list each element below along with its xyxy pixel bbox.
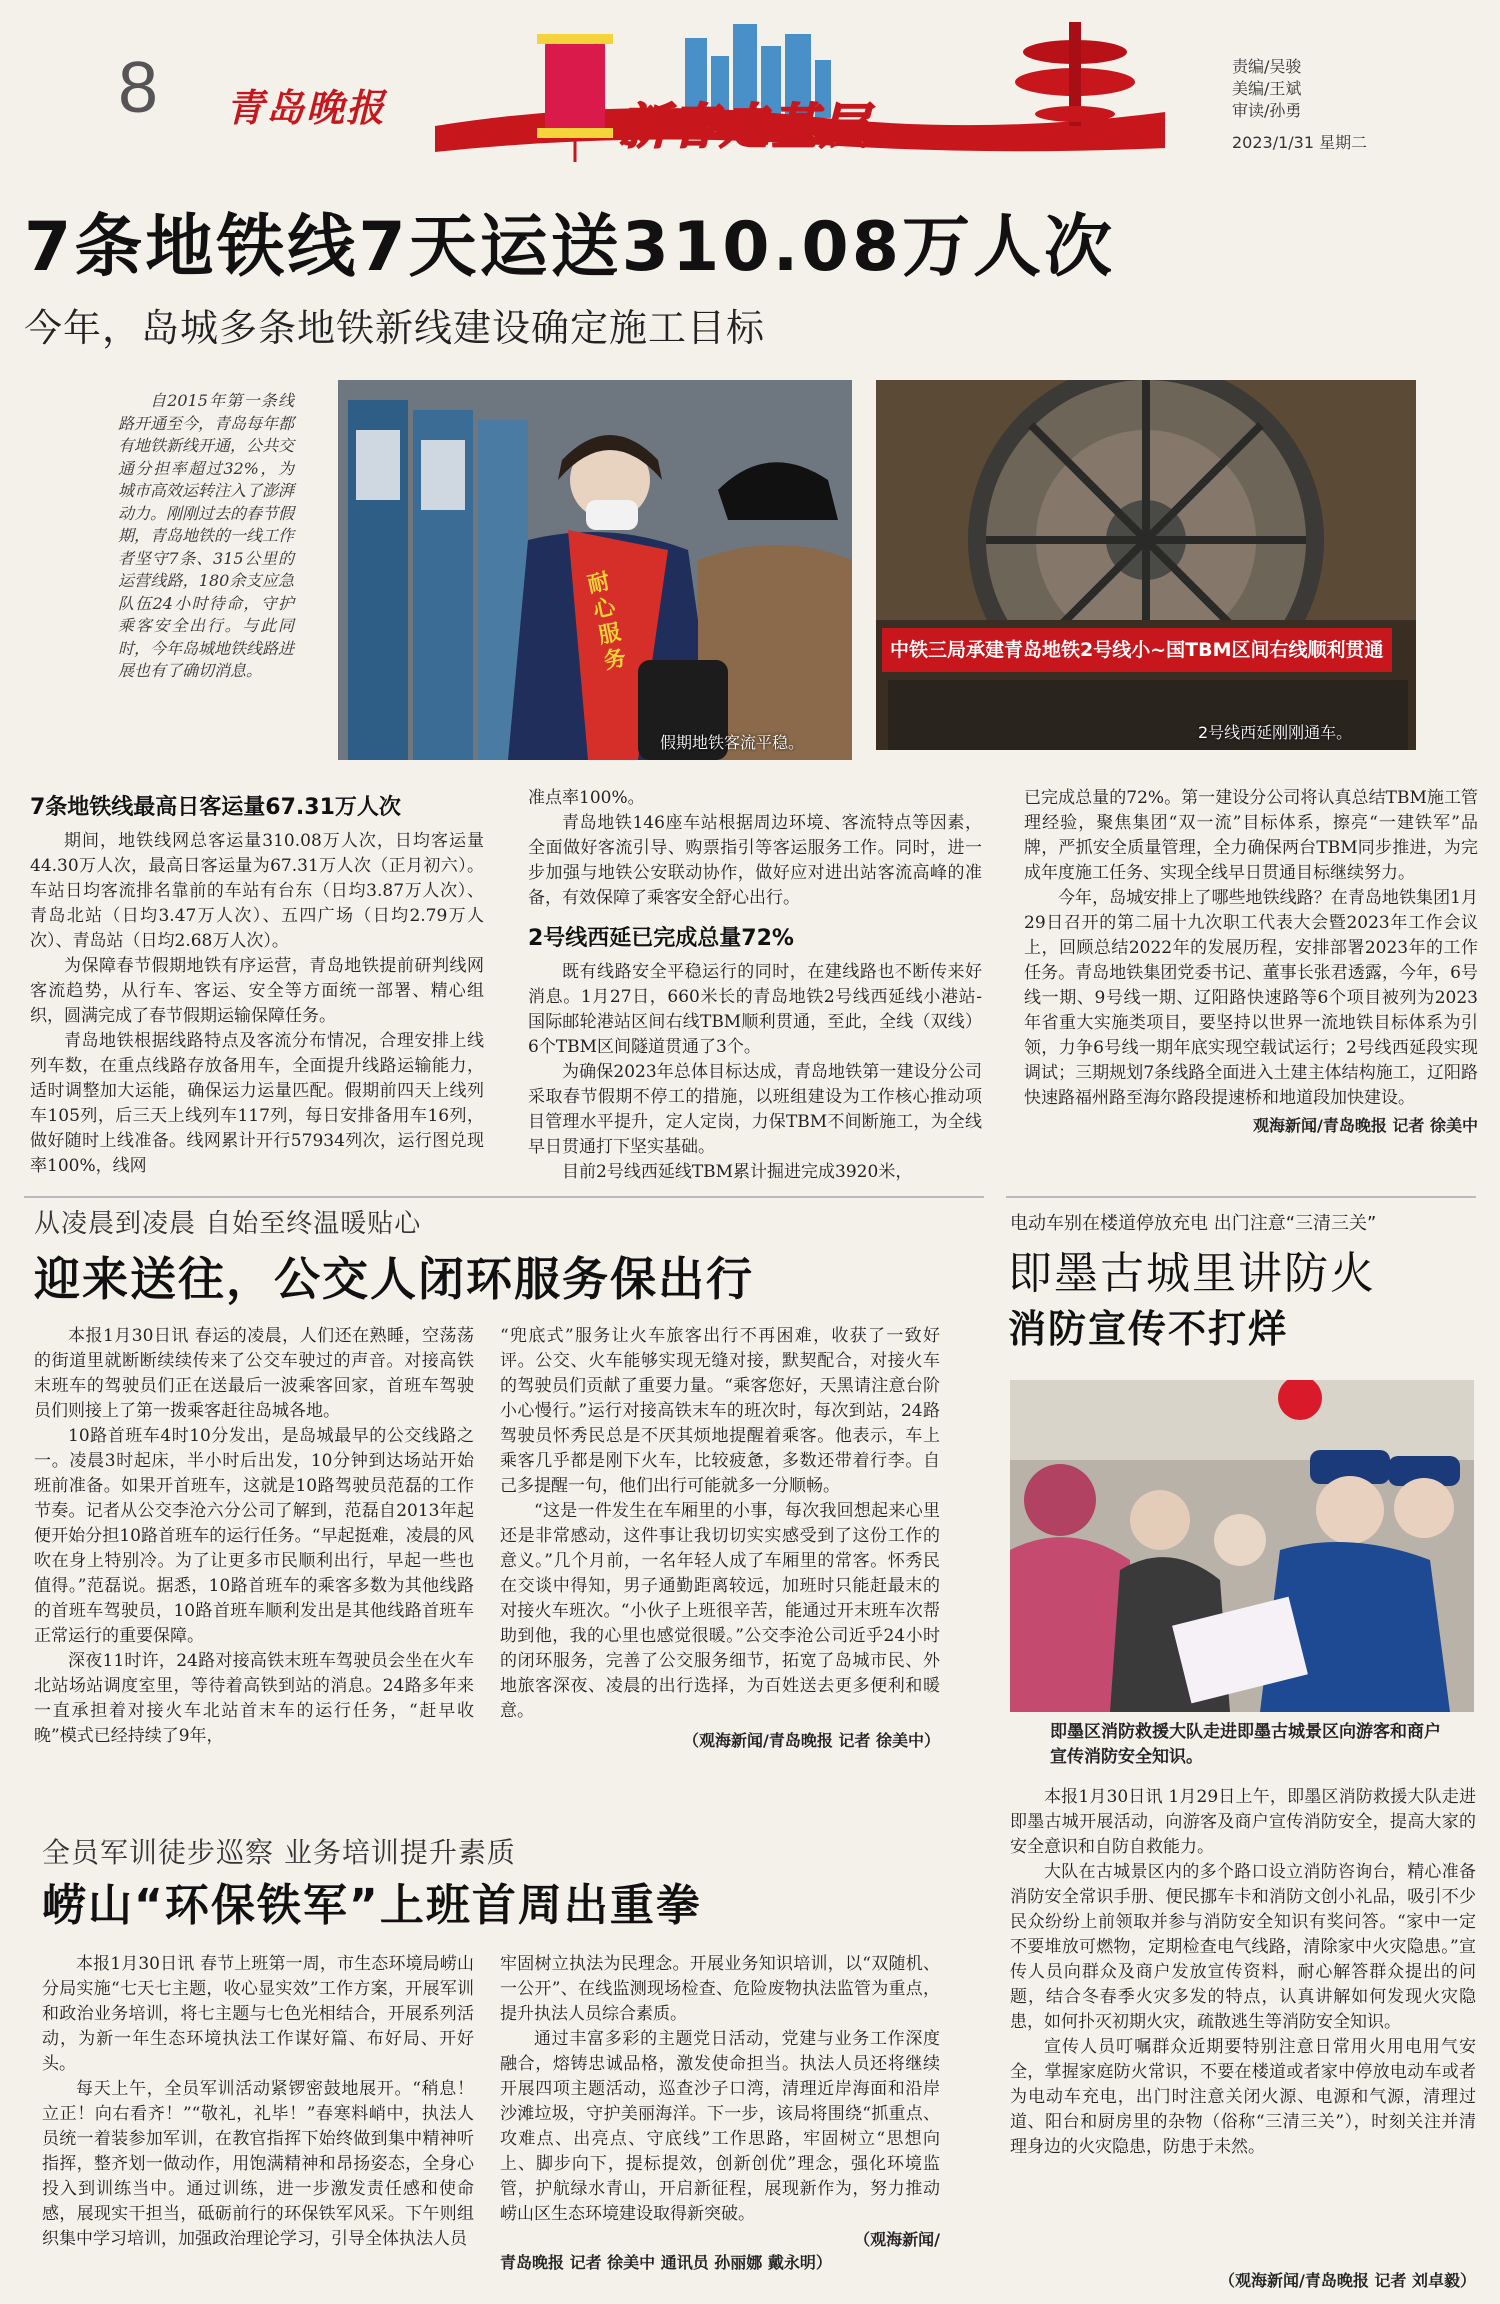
bus-column-1 xyxy=(34,1324,474,1749)
article-byline: 青岛晚报 记者 徐美中 通讯员 孙丽娜 戴永明） xyxy=(500,2253,832,2272)
article-byline: 观海新闻/青岛晚报 记者 徐美中 xyxy=(1253,1116,1478,1135)
fire-headline-2: 消防宣传不打烊 xyxy=(1008,1307,1289,1351)
paragraph: 大队在古城景区内的多个路口设立消防咨询台，精心准备消防安全常识手册、便民挪车卡和消防文创小礼品，吸引不少民众纷纷上前领取并参与消防安全知识有奖问答。“家中一定不要堆放可燃物，定期检查电气线路，清除家中火灾隐患。”宣传人员向群众及商户发放宣传资料，耐心解答群众提出的问题，结合冬春季火灾多发的特点，认真讲解如何发现火灾隐患，如何扑灭初期火灾，疏散逃生等消防安全知识。 xyxy=(1010,1862,1476,2032)
article-byline: （观海新闻/青岛晚报 记者 徐美中） xyxy=(683,1731,940,1750)
paragraph: 青岛地铁根据线路特点及客流分布情况，合理安排上线列车数，在重点线路存放备用车，全面提升线路运输能力，适时调整加大运能，确保运力运量匹配。假期前四天上线列车105列，后三天上线列车117列，每日安排备用车16列，做好随时上线准备。线网累计开行57934列次，运行图兑现率100%，线网 xyxy=(30,1031,484,1176)
paragraph: 通过丰富多彩的主题党日活动，党建与业务工作深度融合，熔铸忠诚品格，激发使命担当。执法人员还将继续开展四项主题活动，巡查沙子口湾，清理近岸海面和沿岸沙滩垃圾，守护美丽海洋。下一步，该局将围绕“抓重点、攻难点、出亮点、守底线”工作思路，牢固树立“思想向上、脚步向下，提标提效，创新创优”理念，强化环境监管，护航绿水青山，开启新征程，展现新作为，努力推动崂山区生态环境建设取得新突破。 xyxy=(500,2029,940,2224)
tbm-illustration xyxy=(876,380,1416,750)
section-subhead: 7条地铁线最高日客运量67.31万人次 xyxy=(30,795,401,820)
photo-caption: 假期地铁客流平稳。 xyxy=(660,733,805,752)
editor-line: 美编/王斌 xyxy=(1232,79,1302,98)
fire-photo-caption: 即墨区消防救援大队走进即墨古城景区向游客和商户宣传消防安全知识。 xyxy=(1050,1722,1441,1767)
laoshan-column-2 xyxy=(500,1952,940,2273)
lead-column-3 xyxy=(1024,786,1478,1136)
paragraph: 今年，岛城安排上了哪些地铁线路？在青岛地铁集团1月29日召开的第二届十九次职工代表大会暨2023年工作会议上，回顾总结2022年的发展历程，安排部署2023年的工作任务。青岛地铁集团党委书记、董事长张君透露，今年，6号线一期、9号线一期、辽阳路快速路等6个项目被列为2023年省重大实施类项目，要坚持以世界一流地铁目标体系为引领，力争6号线一期年底实现空载试运行；2号线西延段实现调试；三期规划7条线路全面进入土建主体结构施工，辽阳路快速路福州路至海尔路段提速桥和地道段加快建设。 xyxy=(1024,888,1478,1108)
paragraph: 宣传人员叮嘱群众近期要特别注意日常用火用电用气安全，掌握家庭防火常识，不要在楼道或者家中停放电动车或者为电动车充电，出门时注意关闭火源、电源和气源，清理过道、阳台和厨房里的杂物（俗称“三清三关”），时刻关注并清理身边的火灾隐患，防患于未然。 xyxy=(1010,2037,1476,2157)
column-banner xyxy=(425,16,1170,166)
paragraph: 为保障春节假期地铁有序运营，青岛地铁提前研判线网客流趋势，从行车、客运、安全等方面统一部署、精心组织，圆满完成了春节假期运输保障任务。 xyxy=(30,956,484,1026)
paper-logo: 青岛晚报 xyxy=(226,85,387,130)
bus-headline: 迎来送往，公交人闭环服务保出行 xyxy=(34,1252,754,1306)
paragraph: 期间，地铁线网总客运量310.08万人次，日均客运量44.30万人次，最高日客运量为67.31万人次（正月初六）。车站日均客流排名靠前的车站有台东（日均3.87万人次）、青岛北站（日均3.47万人次）、五四广场（日均2.79万人次）、青岛站（日均2.68万人次）。 xyxy=(30,831,484,951)
paragraph: 准点率100%。 xyxy=(528,788,645,808)
paragraph: “兜底式”服务让火车旅客出行不再困难，收获了一致好评。公交、火车能够实现无缝对接，默契配合，对接火车的驾驶员们贡献了重要力量。“乘客您好，天黑请注意台阶小心慢行。”运行对接高铁末车的班次时，每次到站，24路驾驶员怀秀民总是不厌其烦地提醒着乘客。他表示，车上乘客几乎都是刚下火车，比较疲惫，多数还带着行李。自己多提醒一句，他们出行可能就多一分顺畅。 xyxy=(500,1326,940,1496)
article-byline: （观海新闻/青岛晚报 记者 刘卓毅） xyxy=(1219,2271,1476,2290)
masthead xyxy=(0,0,1500,155)
laoshan-headline: 崂山“环保铁军”上班首周出重拳 xyxy=(42,1880,702,1931)
column-title: 新春走基层 xyxy=(620,99,871,155)
paragraph: 深夜11时许，24路对接高铁末班车驾驶员会坐在火车北站场站调度室里，等待着高铁到站的消息。24路多年来一直承担着对接火车北站首末车的运行任务，“赶早收晚”模式已经持续了9年， xyxy=(34,1651,474,1746)
article-byline: （观海新闻/ xyxy=(854,2230,940,2249)
paragraph: 本报1月30日讯 春节上班第一周，市生态环境局崂山分局实施“七天七主题，收心显实效”工作方案，开展军训和政治业务培训，将七主题与七色光相结合，开展系列活动，为新一年生态环境执法工作谋好篇、布好局、开好头。 xyxy=(42,1954,474,2074)
paragraph: 已完成总量的72%。第一建设分公司将认真总结TBM施工管理经验，聚焦集团“双一流”目标体系，擦亮“一建铁军”品牌，严抓安全质量管理，全力确保两台TBM同步推进，为完成年度施工任务、实现全线早日贯通目标继续努力。 xyxy=(1024,788,1478,883)
paragraph: 既有线路安全平稳运行的同时，在建线路也不断传来好消息。1月27日，660米长的青岛地铁2号线西延线小港站-国际邮轮港站区间右线TBM顺利贯通，至此，全线（双线）6个TBM区间隧道贯通了3个。 xyxy=(528,962,982,1057)
fire-kicker: 电动车别在楼道停放充电 出门注意“三清三关” xyxy=(1010,1213,1377,1234)
paragraph: 本报1月30日讯 1月29日上午，即墨区消防救援大队走进即墨古城开展活动，向游客及商户宣传消防安全，提高大家的安全意识和自防自救能力。 xyxy=(1010,1787,1476,1857)
tv-tower-icon xyxy=(1015,22,1135,126)
tbm-breakthrough-photo xyxy=(876,380,1416,750)
laoshan-kicker: 全员军训徒步巡察 业务培训提升素质 xyxy=(42,1836,516,1869)
bus-kicker: 从凌晨到凌晨 自始至终温暖贴心 xyxy=(34,1209,422,1239)
metro-photo-illustration xyxy=(338,380,852,760)
metro-staff-sash: 耐心服务 xyxy=(585,569,629,675)
paragraph: 牢固树立执法为民理念。开展业务知识培训，以“双随机、一公开”、在线监测现场检查、危险废物执法监管为重点，提升执法人员综合素质。 xyxy=(500,1954,940,2024)
issue-date: 2023/1/31 星期二 xyxy=(1232,133,1368,152)
paragraph: 为确保2023年总体目标达成，青岛地铁第一建设分公司采取春节假期不停工的措施，以班组建设为工作核心推动项目管理水平提升，定人定岗，力保TBM不间断施工，为全线早日贯通打下坚实基础。 xyxy=(528,1062,982,1157)
divider xyxy=(1006,1196,1476,1198)
lead-subheadline: 今年，岛城多条地铁新线建设确定施工目标 xyxy=(24,306,766,350)
section-subhead: 2号线西延已完成总量72% xyxy=(528,926,794,951)
page-number: 8 xyxy=(118,48,159,128)
article-body xyxy=(1024,786,1478,1111)
fire-headline-1: 即墨古城里讲防火 xyxy=(1008,1248,1376,1299)
article-body xyxy=(500,1324,940,1724)
lead-column-1 xyxy=(30,790,484,1179)
lead-column-2 xyxy=(528,786,982,1185)
article-body xyxy=(528,786,982,911)
metro-service-photo xyxy=(338,380,852,760)
paragraph: 本报1月30日讯 春运的凌晨，人们还在熟睡，空荡荡的街道里就断断续续传来了公交车驶过的声音。对接高铁末班车的驾驶员们正在送最后一波乘客回家，首班车驾驶员们则接上了第一拨乘客赶往岛城各地。 xyxy=(34,1326,474,1421)
article-body xyxy=(500,1952,940,2227)
editor-line: 审读/孙勇 xyxy=(1232,101,1302,120)
paragraph: 10路首班车4时10分发出，是岛城最早的公交线路之一。凌晨3时起床，半小时后出发，10分钟到达场站开始班前准备。如果开首班车，这就是10路驾驶员范磊的工作节奏。记者从公交李沧六分公司了解到，范磊自2013年起便开始分担10路首班车的运行任务。“早起挺难，凌晨的风吹在身上特别冷。为了让更多市民顺利出行，早起一些也值得。”范磊说。据悉，10路首班车的乘客多数为其他线路的首班车驾驶员，10路首班车顺利发出是其他线路首班车正常运行的重要保障。 xyxy=(34,1426,474,1646)
fire-safety-photo xyxy=(1010,1380,1474,1712)
paragraph: “这是一件发生在车厢里的小事，每次我回想起来心里还是非常感动，这件事让我切切实实感受到了这份工作的意义。”几个月前，一名年轻人成了车厢里的常客。怀秀民在交谈中得知，男子通勤距离较远，加班时只能赶最末的对接火车班次。“小伙子上班很辛苦，能通过开末班车次帮助到他，我的心里也感觉很暖。”公交李沧公司近乎24小时的闭环服务，完善了公交服务细节，拓宽了岛城市民、外地旅客深夜、凌晨的出行选择，为百姓送去更多便利和暖意。 xyxy=(500,1501,940,1721)
editors-block xyxy=(1232,56,1367,154)
divider xyxy=(24,1196,984,1198)
laoshan-column-1 xyxy=(42,1952,474,2252)
article-body xyxy=(30,829,484,1179)
tbm-banner-text: 中铁三局承建青岛地铁2号线小~国TBM区间右线顺利贯通 xyxy=(890,639,1384,661)
editor-line: 责编/吴骏 xyxy=(1232,57,1302,76)
fire-body xyxy=(1010,1785,1476,2160)
paragraph: 每天上午，全员军训活动紧锣密鼓地展开。“稍息！立正！向右看齐！”“敬礼，礼毕！”春寒料峭中，执法人员统一着装参加军训，在教官指挥下始终做到集中精神听指挥，整齐划一做动作，用饱满精神和昂扬姿态，全身心投入到训练当中。通过训练，进一步激发责任感和使命感，展现实干担当，砥砺前行的环保铁军风采。下午则组织集中学习培训，加强政治理论学习，引导全体执法人员 xyxy=(42,2079,474,2249)
bus-column-2 xyxy=(500,1324,940,1751)
photo-caption: 2号线西延刚刚通车。 xyxy=(1198,723,1353,742)
lead-intro: 自2015年第一条线路开通至今，青岛每年都有地铁新线开通，公共交通分担率超过32%，为城市高效运转注入了澎湃动力。刚刚过去的春节假期，青岛地铁的一线工作者坚守7条、315公里的运营线路，180余支应急队伍24小时待命，守护乘客安全出行。与此同时，今年岛城地铁线路进展也有了确切消息。 xyxy=(118,391,295,680)
lead-headline: 7条地铁线7天运送310.08万人次 xyxy=(24,208,1116,287)
fire-photo-illustration xyxy=(1010,1380,1474,1712)
article-body xyxy=(528,960,982,1185)
paragraph: 青岛地铁146座车站根据周边环境、客流特点等因素，全面做好客流引导、购票指引等客运服务工作。同时，进一步加强与地铁公安联动协作，做好应对进出站客流高峰的准备，有效保障了乘客安全舒心出行。 xyxy=(528,813,982,908)
paragraph: 目前2号线西延线TBM累计掘进完成3920米， xyxy=(562,1162,913,1182)
